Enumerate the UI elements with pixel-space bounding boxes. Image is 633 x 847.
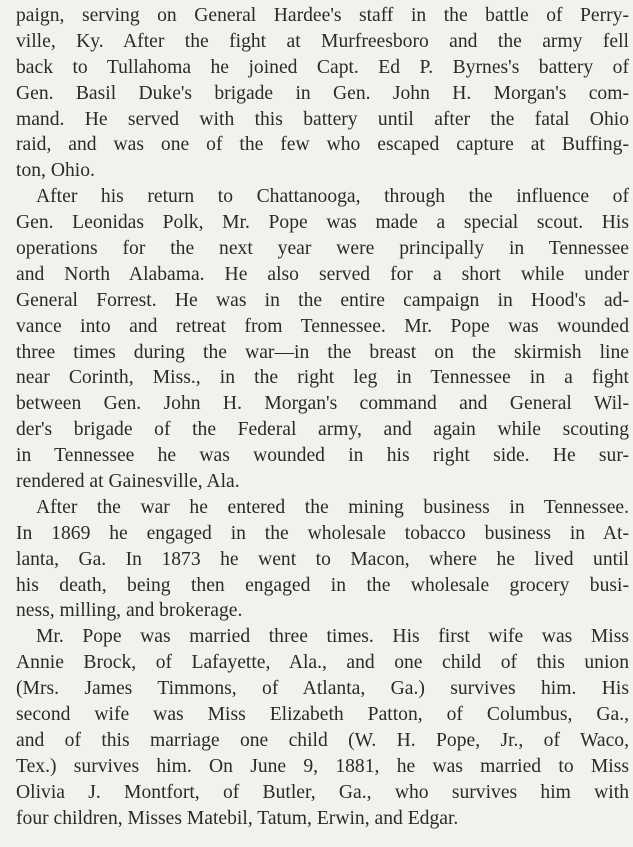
text-line: After the war he entered the mining business in Tennessee.	[36, 496, 629, 518]
text-line: mand. He served with this battery until after the fatal Ohio	[16, 108, 629, 130]
text-line: General Forrest. He was in the entire campaign in Hood's ad-	[16, 289, 629, 311]
text-line: ton, Ohio.	[16, 160, 95, 182]
text-line: Tex.) survives him. On June 9, 1881, he was married to Miss	[16, 755, 629, 777]
text-line: Gen. Basil Duke's brigade in Gen. John H. Morgan's com-	[16, 82, 629, 104]
text-line: lanta, Ga. In 1873 he went to Macon, where he lived until	[16, 548, 629, 570]
text-line: three times during the war—in the breast on the skirmish line	[16, 341, 629, 363]
text-line: ness, milling, and brokerage.	[16, 600, 243, 622]
text-line: der's brigade of the Federal army, and again while scouting	[16, 419, 629, 441]
paragraph-4	[16, 624, 629, 831]
text-line: vance into and retreat from Tennessee. Mr. Pope was wounded	[16, 315, 629, 337]
text-line: rendered at Gainesville, Ala.	[16, 471, 240, 493]
text-line: raid, and was one of the few who escaped capture at Buffing-	[16, 134, 629, 156]
paragraph-3	[16, 495, 629, 624]
body-text	[16, 3, 629, 832]
text-line: Mr. Pope was married three times. His first wife was Miss	[36, 626, 629, 648]
text-line: (Mrs. James Timmons, of Atlanta, Ga.) survives him. His	[16, 678, 629, 700]
text-line: his death, being then engaged in the wholesale grocery busi-	[16, 574, 629, 596]
paragraph-1	[16, 3, 629, 184]
text-line: and North Alabama. He also served for a short while under	[16, 263, 629, 285]
text-line: in Tennessee he was wounded in his right side. He sur-	[16, 445, 629, 467]
text-line: near Corinth, Miss., in the right leg in Tennessee in a fight	[16, 367, 629, 389]
text-line: Annie Brock, of Lafayette, Ala., and one child of this union	[16, 652, 629, 674]
text-line: between Gen. John H. Morgan's command and General Wil-	[16, 393, 629, 415]
text-line: After his return to Chattanooga, through the influence of	[36, 186, 629, 208]
text-line: second wife was Miss Elizabeth Patton, of Columbus, Ga.,	[16, 704, 629, 726]
paragraph-2	[16, 184, 629, 495]
text-line: and of this marriage one child (W. H. Pope, Jr., of Waco,	[16, 729, 629, 751]
text-line: In 1869 he engaged in the wholesale tobacco business in At-	[16, 522, 629, 544]
text-line: paign, serving on General Hardee's staff in the battle of Perry-	[16, 5, 629, 26]
text-line: Olivia J. Montfort, of Butler, Ga., who survives him with	[16, 781, 629, 803]
text-line: Gen. Leonidas Polk, Mr. Pope was made a special scout. His	[16, 212, 629, 234]
text-line: four children, Misses Matebil, Tatum, Erwin, and Edgar.	[16, 807, 459, 829]
text-line: ville, Ky. After the fight at Murfreesboro and the army fell	[16, 30, 629, 52]
text-line: operations for the next year were principally in Tennessee	[16, 238, 629, 260]
text-line: back to Tullahoma he joined Capt. Ed P. Byrnes's battery of	[16, 56, 629, 78]
